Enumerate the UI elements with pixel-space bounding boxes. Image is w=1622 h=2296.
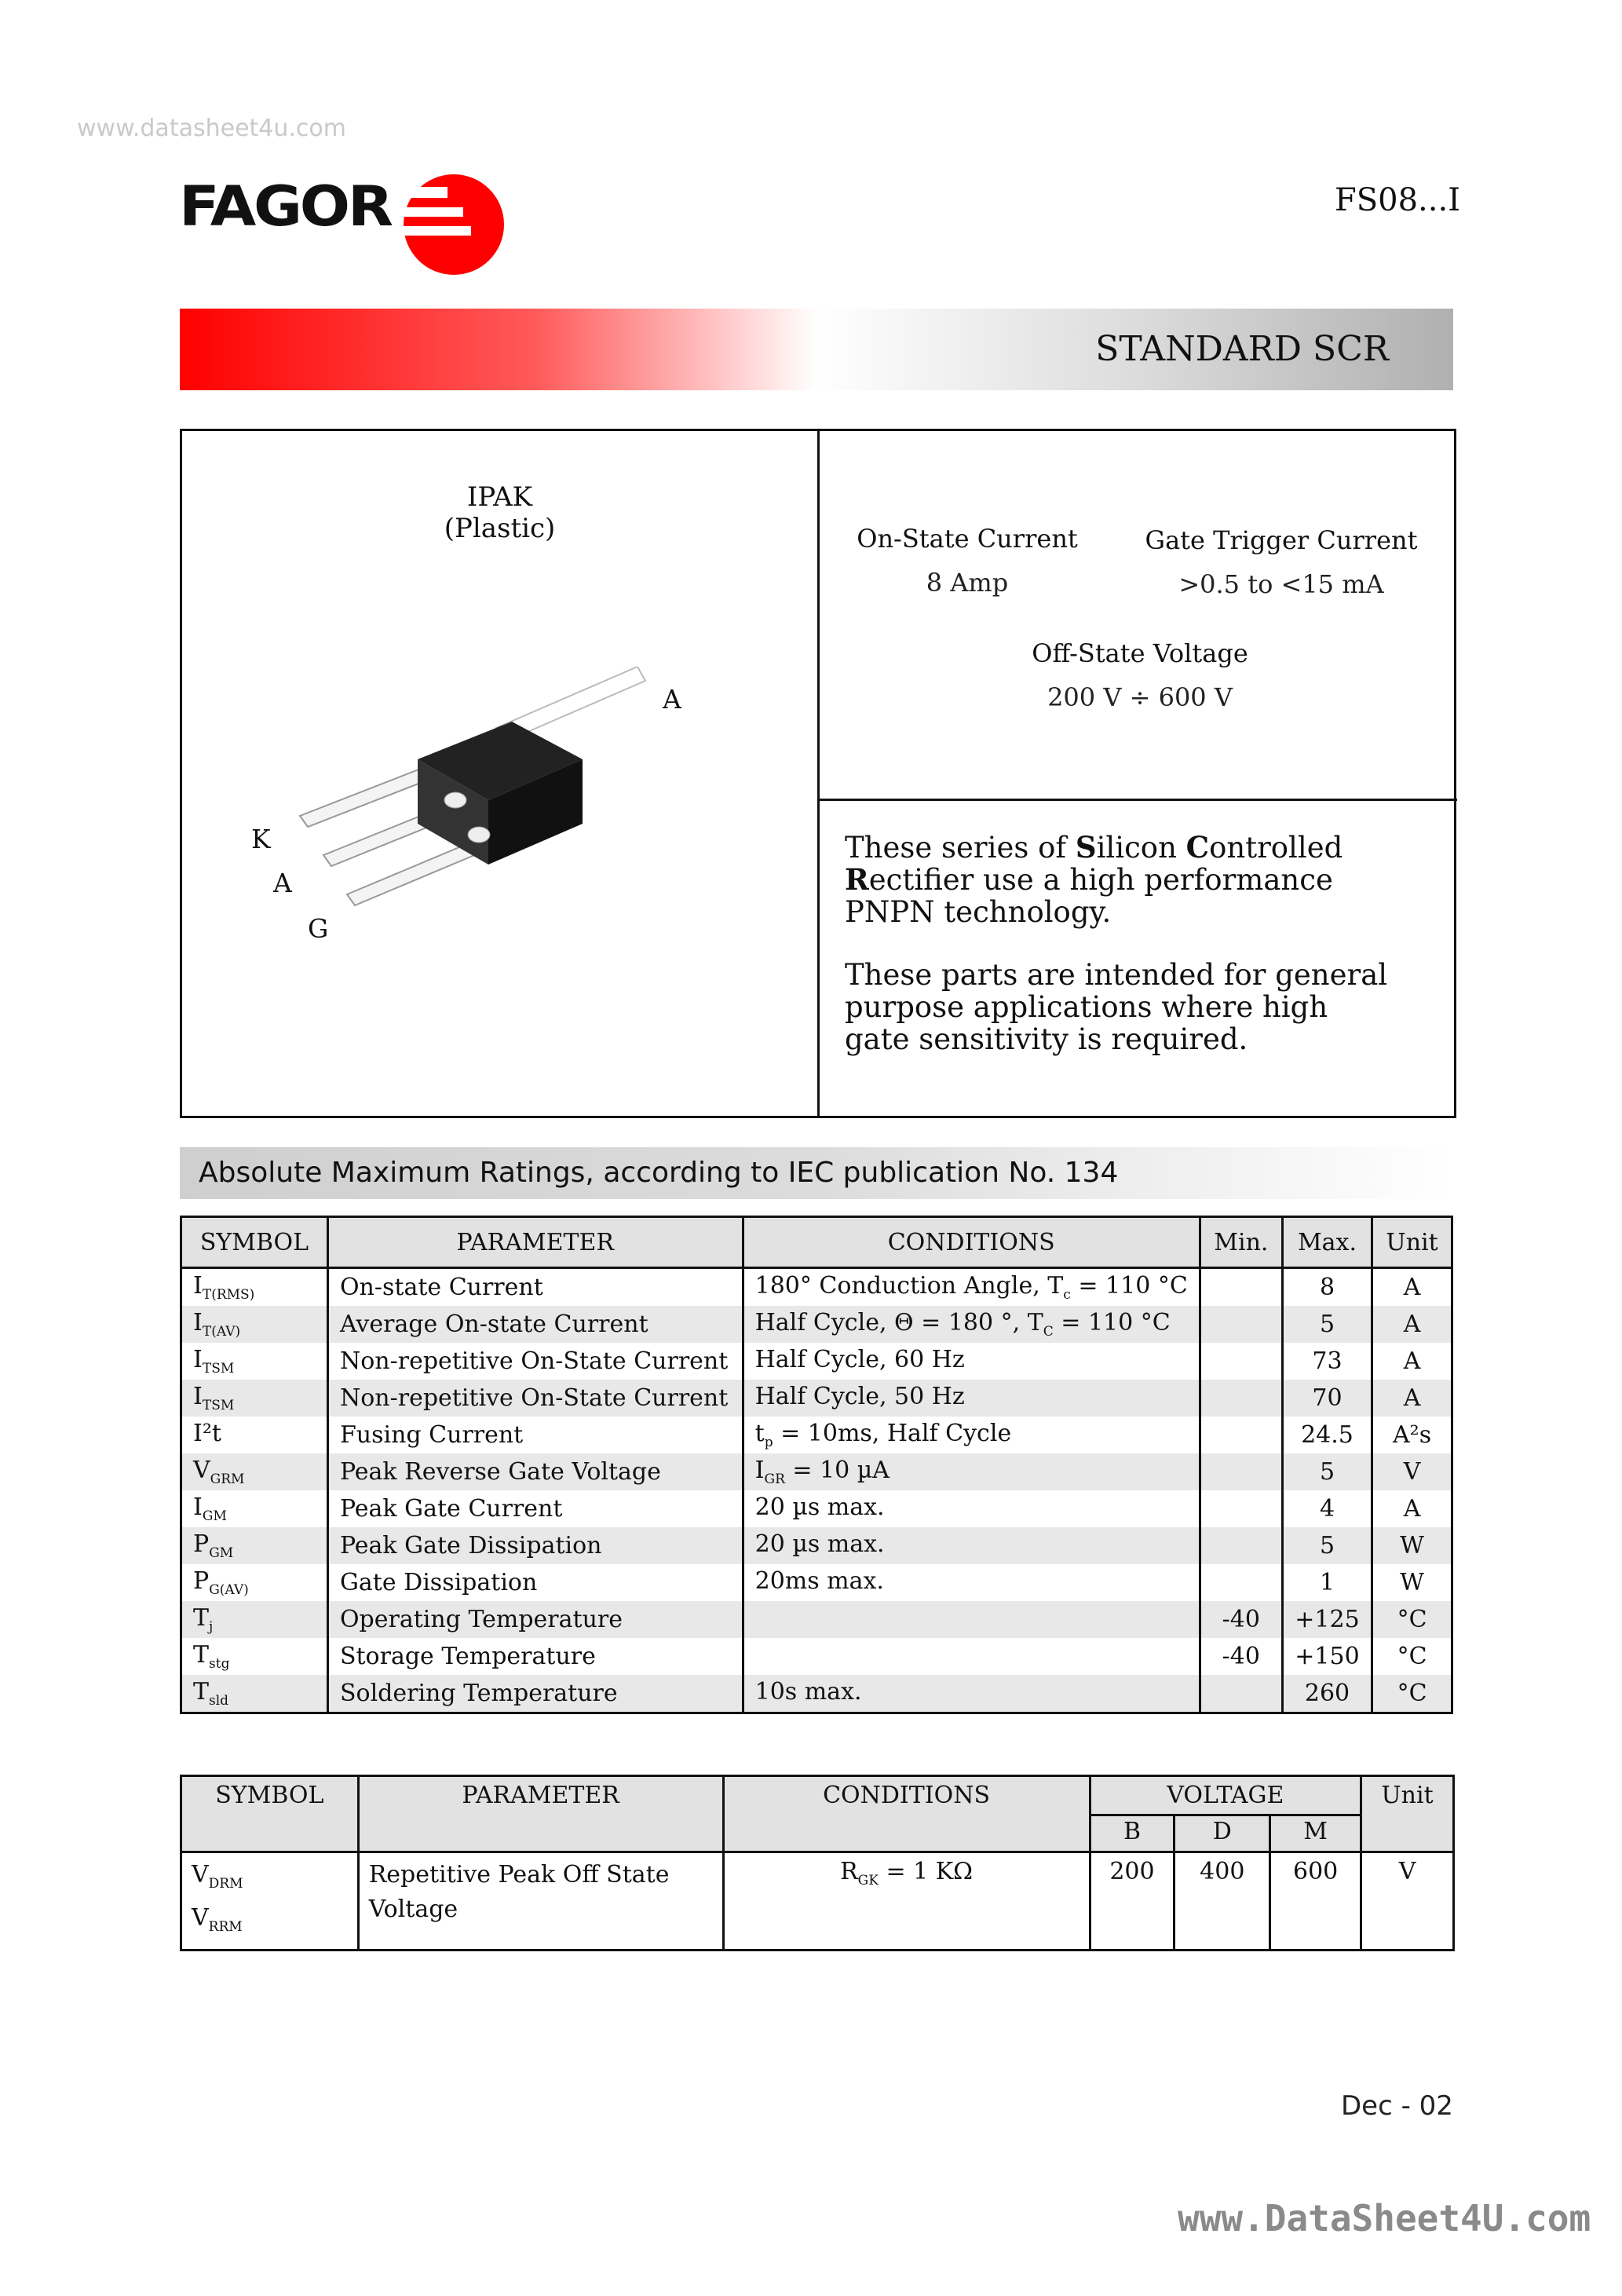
pin-label-k: K bbox=[251, 824, 271, 854]
cell-parameter: Peak Reverse Gate Voltage bbox=[327, 1453, 743, 1490]
cell-min bbox=[1200, 1380, 1282, 1417]
cell-conditions bbox=[743, 1601, 1200, 1638]
vt-header-unit: Unit bbox=[1361, 1776, 1454, 1852]
gate-trigger-label: Gate Trigger Current bbox=[1145, 525, 1418, 555]
cell-unit: °C bbox=[1372, 1638, 1452, 1675]
fagor-logo-icon bbox=[400, 171, 507, 278]
cell-symbol: $P_{GM}$ bbox=[181, 1527, 328, 1564]
cell-min bbox=[1200, 1343, 1282, 1380]
cell-conditions: Half Cycle, 50 Hz bbox=[743, 1380, 1200, 1417]
cell-min bbox=[1200, 1564, 1282, 1601]
cell-parameter: Peak Gate Current bbox=[327, 1490, 743, 1527]
cell-min bbox=[1200, 1675, 1282, 1713]
voltage-table-header-row bbox=[181, 1776, 1454, 1815]
table-row bbox=[181, 1564, 1452, 1601]
cell-conditions: 10s max. bbox=[743, 1675, 1200, 1713]
vt-parameter: Repetitive Peak Off State Voltage bbox=[358, 1852, 723, 1951]
cell-unit: A²s bbox=[1372, 1417, 1452, 1453]
section-header-bar bbox=[180, 1147, 1453, 1199]
cell-symbol: $I_{TSM}$ bbox=[181, 1343, 328, 1380]
cell-unit: A bbox=[1372, 1306, 1452, 1343]
cell-parameter: Non-repetitive On-State Current bbox=[327, 1380, 743, 1417]
absolute-ratings-table bbox=[180, 1216, 1453, 1714]
cell-parameter: Average On-state Current bbox=[327, 1306, 743, 1343]
cell-symbol: $I_{TSM}$ bbox=[181, 1380, 328, 1417]
cell-max: +125 bbox=[1282, 1601, 1372, 1638]
cell-symbol: $T_{sld}$ bbox=[181, 1675, 328, 1713]
table-row bbox=[181, 1638, 1452, 1675]
table-row bbox=[181, 1527, 1452, 1564]
cell-min bbox=[1200, 1453, 1282, 1490]
pin-label-top-a: A bbox=[663, 684, 681, 715]
table-header-row bbox=[181, 1217, 1452, 1268]
table-row bbox=[181, 1490, 1452, 1527]
vt-header-conditions: CONDITIONS bbox=[723, 1776, 1090, 1852]
gate-trigger-value: >0.5 to <15 mA bbox=[1178, 569, 1384, 599]
revision-date: Dec - 02 bbox=[1341, 2090, 1453, 2122]
cell-max: 8 bbox=[1282, 1268, 1372, 1307]
table-row bbox=[181, 1268, 1452, 1307]
vt-header-symbol: SYMBOL bbox=[181, 1776, 359, 1852]
cell-min bbox=[1200, 1527, 1282, 1564]
cell-unit: V bbox=[1372, 1453, 1452, 1490]
cell-max: 24.5 bbox=[1282, 1417, 1372, 1453]
cell-unit: °C bbox=[1372, 1601, 1452, 1638]
vt-header-voltage: VOLTAGE bbox=[1090, 1776, 1361, 1815]
section-title: Absolute Maximum Ratings, according to IEC publication No. 134 bbox=[199, 1157, 1119, 1189]
cell-max: 73 bbox=[1282, 1343, 1372, 1380]
cell-min bbox=[1200, 1490, 1282, 1527]
on-state-label: On-State Current bbox=[857, 524, 1078, 554]
cell-max: +150 bbox=[1282, 1638, 1372, 1675]
title-banner bbox=[180, 309, 1453, 390]
description-paragraph-2: These parts are intended for general purpose applications where high gate sensitivity is required. bbox=[845, 958, 1388, 1056]
on-state-value: 8 Amp bbox=[926, 568, 1009, 598]
part-code: FS08...I bbox=[1335, 182, 1460, 218]
cell-symbol: $T_j$ bbox=[181, 1601, 328, 1638]
cell-max: 5 bbox=[1282, 1527, 1372, 1564]
cell-max: 5 bbox=[1282, 1306, 1372, 1343]
cell-conditions: $t_p = 10ms$, Half Cycle bbox=[743, 1417, 1200, 1453]
vt-unit: V bbox=[1361, 1852, 1454, 1951]
table-row bbox=[181, 1417, 1452, 1453]
vt-header-m: M bbox=[1270, 1815, 1361, 1852]
cell-symbol: $I_{T(RMS)}$ bbox=[181, 1268, 328, 1307]
cell-unit: A bbox=[1372, 1343, 1452, 1380]
cell-unit: A bbox=[1372, 1380, 1452, 1417]
cell-parameter: Storage Temperature bbox=[327, 1638, 743, 1675]
vt-header-d: D bbox=[1174, 1815, 1270, 1852]
cell-conditions: Half Cycle, 60 Hz bbox=[743, 1343, 1200, 1380]
voltage-table bbox=[180, 1775, 1455, 1951]
cell-conditions: 20 µs max. bbox=[743, 1490, 1200, 1527]
cell-max: 70 bbox=[1282, 1380, 1372, 1417]
vt-value-b: 200 bbox=[1090, 1852, 1174, 1951]
cell-parameter: Gate Dissipation bbox=[327, 1564, 743, 1601]
table-row bbox=[181, 1453, 1452, 1490]
cell-conditions: Half Cycle, Θ = 180 °, $T_C = 110$ °C bbox=[743, 1306, 1200, 1343]
header-max: Max. bbox=[1282, 1217, 1372, 1268]
cell-parameter: Peak Gate Dissipation bbox=[327, 1527, 743, 1564]
pin-label-g: G bbox=[308, 913, 329, 944]
table-row bbox=[181, 1675, 1452, 1713]
cell-symbol: I²t bbox=[181, 1417, 328, 1453]
cell-min bbox=[1200, 1268, 1282, 1307]
cell-min: -40 bbox=[1200, 1638, 1282, 1675]
cell-parameter: Operating Temperature bbox=[327, 1601, 743, 1638]
cell-conditions: 20ms max. bbox=[743, 1564, 1200, 1601]
package-name: IPAK bbox=[466, 481, 533, 513]
header-parameter: PARAMETER bbox=[327, 1217, 743, 1268]
cell-symbol: $I_{GM}$ bbox=[181, 1490, 328, 1527]
header-min: Min. bbox=[1200, 1217, 1282, 1268]
ipak-package-illustration bbox=[276, 667, 779, 949]
vt-conditions: $R_{GK} = 1$ KΩ bbox=[723, 1852, 1090, 1951]
cell-parameter: Non-repetitive On-State Current bbox=[327, 1343, 743, 1380]
table-row bbox=[181, 1380, 1452, 1417]
cell-min bbox=[1200, 1306, 1282, 1343]
cell-max: 5 bbox=[1282, 1453, 1372, 1490]
header-unit: Unit bbox=[1372, 1217, 1452, 1268]
cell-max: 4 bbox=[1282, 1490, 1372, 1527]
cell-unit: W bbox=[1372, 1527, 1452, 1564]
vertical-divider bbox=[817, 431, 820, 1116]
vt-header-b: B bbox=[1090, 1815, 1174, 1852]
vt-value-m: 600 bbox=[1270, 1852, 1361, 1951]
cell-max: 1 bbox=[1282, 1564, 1372, 1601]
watermark-bottom: www.DataSheet4U.com bbox=[1178, 2197, 1591, 2239]
header-conditions: CONDITIONS bbox=[743, 1217, 1200, 1268]
cell-parameter: Soldering Temperature bbox=[327, 1675, 743, 1713]
package-type: (Plastic) bbox=[444, 513, 556, 544]
cell-min bbox=[1200, 1417, 1282, 1453]
cell-parameter: Fusing Current bbox=[327, 1417, 743, 1453]
cell-unit: A bbox=[1372, 1268, 1452, 1307]
cell-unit: A bbox=[1372, 1490, 1452, 1527]
watermark-top: www.datasheet4u.com bbox=[77, 115, 346, 142]
cell-unit: W bbox=[1372, 1564, 1452, 1601]
vt-symbol: $V_{DRM}$ $V_{RRM}$ bbox=[181, 1852, 359, 1951]
banner-title: STANDARD SCR bbox=[1095, 329, 1389, 369]
vt-value-d: 400 bbox=[1174, 1852, 1270, 1951]
cell-parameter: On-state Current bbox=[327, 1268, 743, 1307]
overview-box bbox=[180, 429, 1456, 1118]
pin-label-a: A bbox=[273, 868, 292, 898]
off-state-label: Off-State Voltage bbox=[1032, 638, 1248, 668]
cell-symbol: $P_{G(AV)}$ bbox=[181, 1564, 328, 1601]
brand-logo-text: FAGOR bbox=[179, 174, 391, 239]
header-symbol: SYMBOL bbox=[181, 1217, 328, 1268]
vt-header-parameter: PARAMETER bbox=[358, 1776, 723, 1852]
package-title bbox=[182, 481, 817, 544]
cell-conditions: 180° Conduction Angle, $T_c = 110$ °C bbox=[743, 1268, 1200, 1307]
voltage-row bbox=[181, 1852, 1454, 1951]
cell-max: 260 bbox=[1282, 1675, 1372, 1713]
off-state-value: 200 V ÷ 600 V bbox=[1047, 682, 1233, 712]
table-row bbox=[181, 1601, 1452, 1638]
cell-symbol: $T_{stg}$ bbox=[181, 1638, 328, 1675]
cell-conditions: $I_{GR} = 10$ µA bbox=[743, 1453, 1200, 1490]
cell-conditions: 20 µs max. bbox=[743, 1527, 1200, 1564]
cell-symbol: $V_{GRM}$ bbox=[181, 1453, 328, 1490]
table-row bbox=[181, 1306, 1452, 1343]
cell-min: -40 bbox=[1200, 1601, 1282, 1638]
table-row bbox=[181, 1343, 1452, 1380]
horizontal-divider bbox=[817, 799, 1457, 801]
cell-conditions bbox=[743, 1638, 1200, 1675]
cell-symbol: $I_{T(AV)}$ bbox=[181, 1306, 328, 1343]
cell-unit: °C bbox=[1372, 1675, 1452, 1713]
description-paragraph-1: These series of Silicon Controlled Rectifier use a high performance PNPN technology. bbox=[845, 830, 1343, 929]
